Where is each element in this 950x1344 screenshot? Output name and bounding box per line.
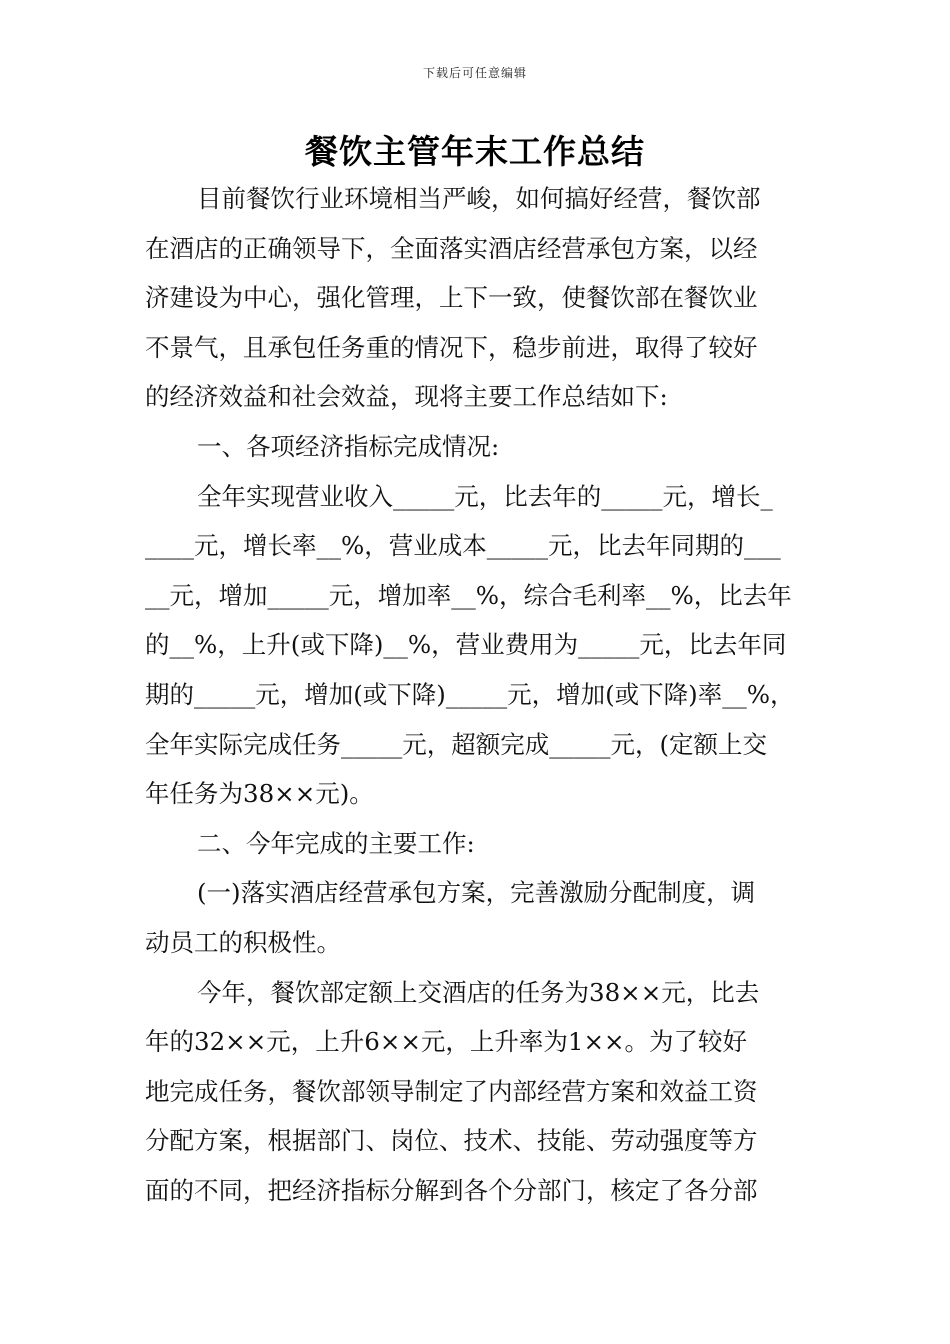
- paragraph-line: 济建设为中心，强化管理，上下一致，使餐饮部在餐饮业: [145, 283, 758, 313]
- paragraph-line: 不景气，且承包任务重的情况下，稳步前进，取得了较好: [145, 332, 758, 362]
- paragraph-line: 动员工的积极性。: [145, 927, 341, 957]
- paragraph-line: 年任务为38××元)。: [145, 779, 374, 809]
- paragraph-line: 期的_____元，增加(或下降)_____元，增加(或下降)率__%，: [145, 679, 795, 709]
- section-heading: 一、各项经济指标完成情况:: [197, 431, 500, 461]
- paragraph-line: 目前餐饮行业环境相当严峻，如何搞好经营，餐饮部: [197, 184, 761, 213]
- paragraph-line: 的__%，上升(或下降)__%，营业费用为_____元，比去年同: [145, 630, 787, 660]
- paragraph-line: __元，增加_____元，增加率__%，综合毛利率__%，比去年: [145, 580, 792, 610]
- paragraph-line: 今年，餐饮部定额上交酒店的任务为38××元，比去: [197, 977, 760, 1007]
- paragraph-line: 全年实际完成任务_____元，超额完成_____元，(定额上交: [145, 729, 768, 759]
- header-note: 下载后可任意编辑: [422, 66, 527, 80]
- paragraph-line: 的经济效益和社会效益，现将主要工作总结如下:: [145, 382, 668, 412]
- section-heading: 二、今年完成的主要工作:: [197, 828, 475, 858]
- paragraph-line: 分配方案，根据部门、岗位、技术、技能、劳动强度等方: [145, 1126, 758, 1156]
- paragraph-line: 在酒店的正确领导下，全面落实酒店经营承包方案，以经: [145, 233, 758, 263]
- paragraph-line: 全年实现营业收入_____元，比去年的_____元，增长_: [197, 481, 773, 511]
- document-body: [145, 174, 813, 1215]
- paragraph-line: 地完成任务，餐饮部领导制定了内部经营方案和效益工资: [145, 1076, 758, 1106]
- paragraph-line: 面的不同，把经济指标分解到各个分部门，核定了各分部: [145, 1175, 758, 1205]
- subsection-heading: (一)落实酒店经营承包方案，完善激励分配制度，调: [197, 878, 756, 908]
- paragraph-line: ____元，增长率__%，营业成本_____元，比去年同期的___: [145, 531, 781, 561]
- paragraph-line: 年的32××元，上升6××元，上升率为1××。为了较好: [145, 1027, 748, 1057]
- document-title: 餐饮主管年末工作总结: [305, 132, 645, 171]
